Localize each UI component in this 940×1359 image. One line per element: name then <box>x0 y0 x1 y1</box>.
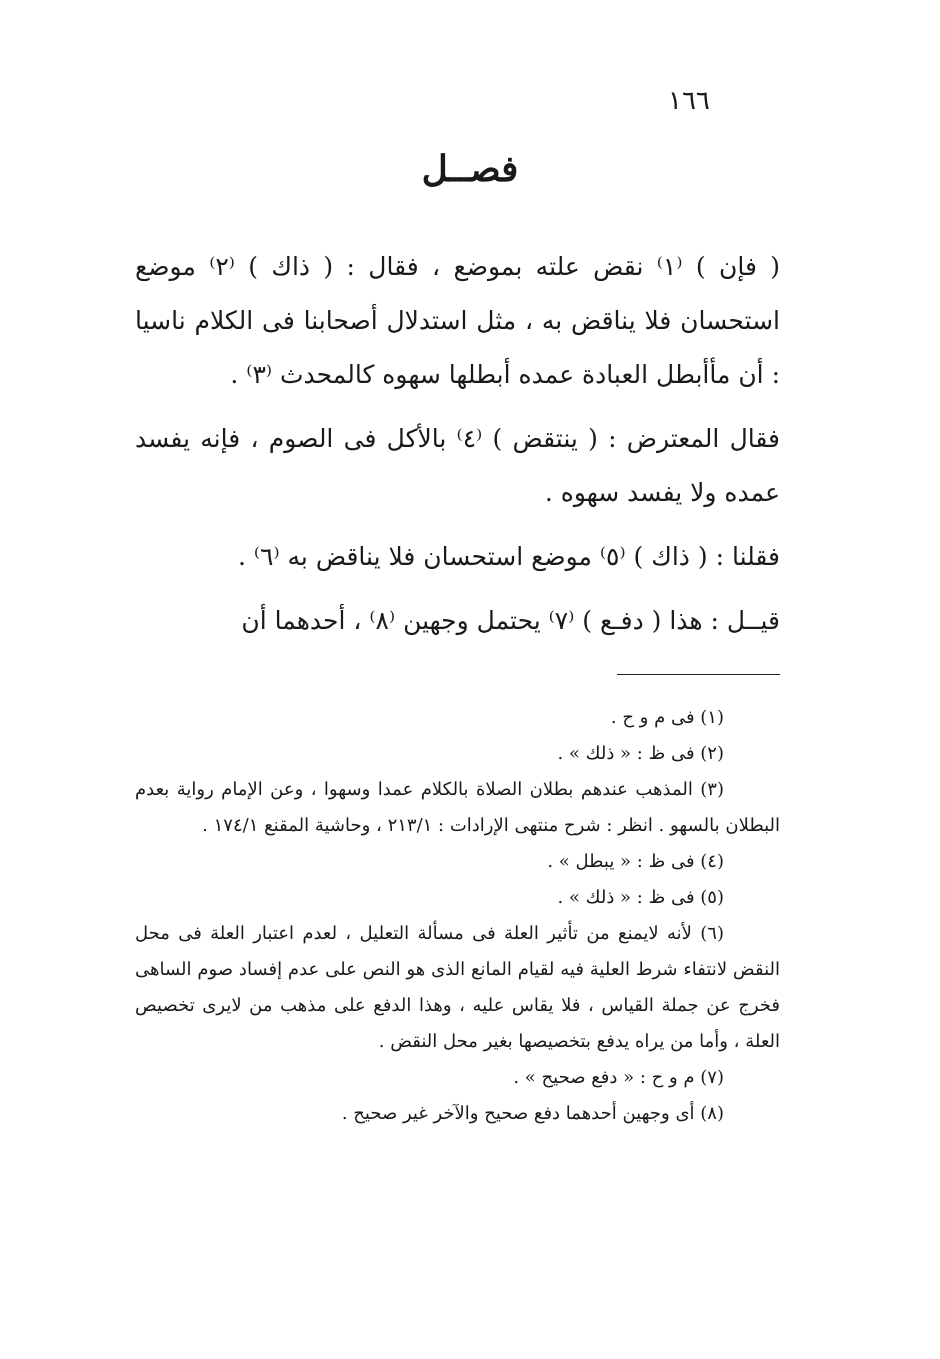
footnote: (٢) فى ظ : « ذلك » . <box>557 743 724 764</box>
footnotes <box>135 700 780 1132</box>
paragraph: قيــل : هذا ( دفـع ) ⁽٧⁾ يحتمل وجهين ⁽٨⁾ ، أحدهما أن <box>241 606 780 635</box>
paragraph: فقال المعترض : ( ينتقض ) ⁽٤⁾ بالأكل فى الصوم ، فإنه يفسد عمده ولا يفسد سهوه . <box>135 424 780 507</box>
main-text <box>135 240 780 658</box>
footnote: (٤) فى ظ : « يبطل » . <box>547 851 724 872</box>
footnote: (٧) م و ح : « دفع صحيح » . <box>513 1067 724 1088</box>
paragraph: فقلنا : ( ذاك ) ⁽٥⁾ موضع استحسان فلا يناقض به ⁽٦⁾ . <box>237 542 780 571</box>
footnote: (٦) لأنه لايمنع من تأثير العلة فى مسألة التعليل ، لعدم اعتبار العلة فى محل النقض لانتفاء شرط العلية فيه لقيام المانع الذى هو النص على عدم إفساد صوم الساهى فخرج عن جملة القياس ، فلا يقاس عليه ، وهذا الدفع على مذهب من لايرى تخصيص العلة ، وأما من يراه يدفع بتخصيصها بغير محل النقض . <box>135 923 780 1052</box>
footnote-divider <box>617 674 780 675</box>
page-number: ١٦٦ <box>668 86 710 116</box>
section-title: فصــل <box>421 148 519 190</box>
paragraph: ( فإن ) ⁽١⁾ نقض علته بموضع ، فقال : ( ذاك ) ⁽٢⁾ موضع استحسان فلا يناقض به ، مثل استدلال أصحابنا فى الكلام ناسيا : أن مأأبطل العبادة عمده أبطلها سهوه كالمحدث ⁽٣⁾ . <box>135 252 780 389</box>
footnote: (٣) المذهب عندهم بطلان الصلاة بالكلام عمدا وسهوا ، وعن الإمام رواية بعدم البطلان بالسهو . انظر : شرح منتهى الإرادات : ٢١٣/١ ، وحاشية المقنع ١٧٤/١ . <box>135 779 780 836</box>
footnote: (٥) فى ظ : « ذلك » . <box>557 887 724 908</box>
footnote: (١) فى م و ح . <box>610 707 724 728</box>
footnote: (٨) أى وجهين أحدهما دفع صحيح والآخر غير صحيح . <box>341 1103 724 1124</box>
